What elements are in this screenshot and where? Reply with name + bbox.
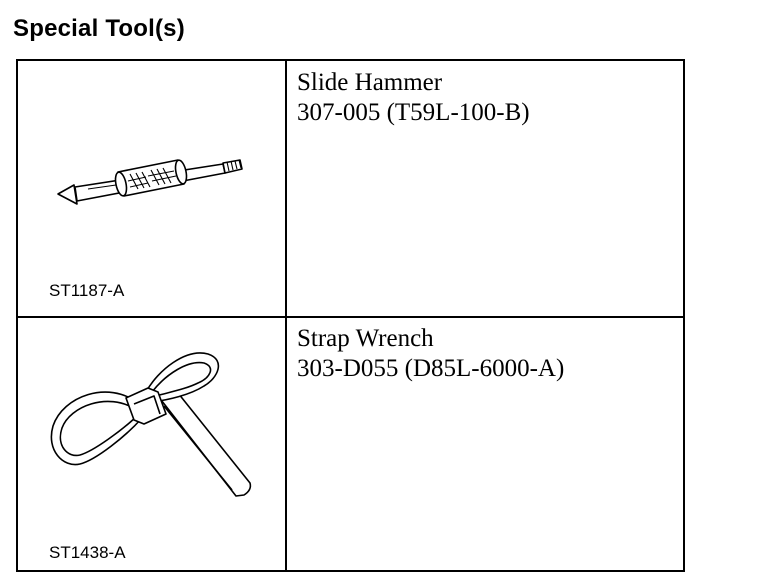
tool-description-cell [297,324,677,384]
tool-image-cell [18,61,285,315]
figure-code: ST1438-A [49,543,126,562]
tool-number: 307-005 (T59L-100-B) [297,99,530,126]
section-heading: Special Tool(s) [13,15,185,42]
tool-name: Strap Wrench [297,325,434,352]
figure-code: ST1187-A [49,281,125,300]
tool-name: Slide Hammer [297,69,443,96]
tool-description-cell [297,68,677,128]
tool-image-cell [18,318,285,572]
tool-number: 303-D055 (D85L-6000-A) [297,355,565,382]
slide-hammer-illustration [18,61,285,315]
special-tools-table [16,59,685,572]
strap-wrench-illustration [18,318,285,572]
